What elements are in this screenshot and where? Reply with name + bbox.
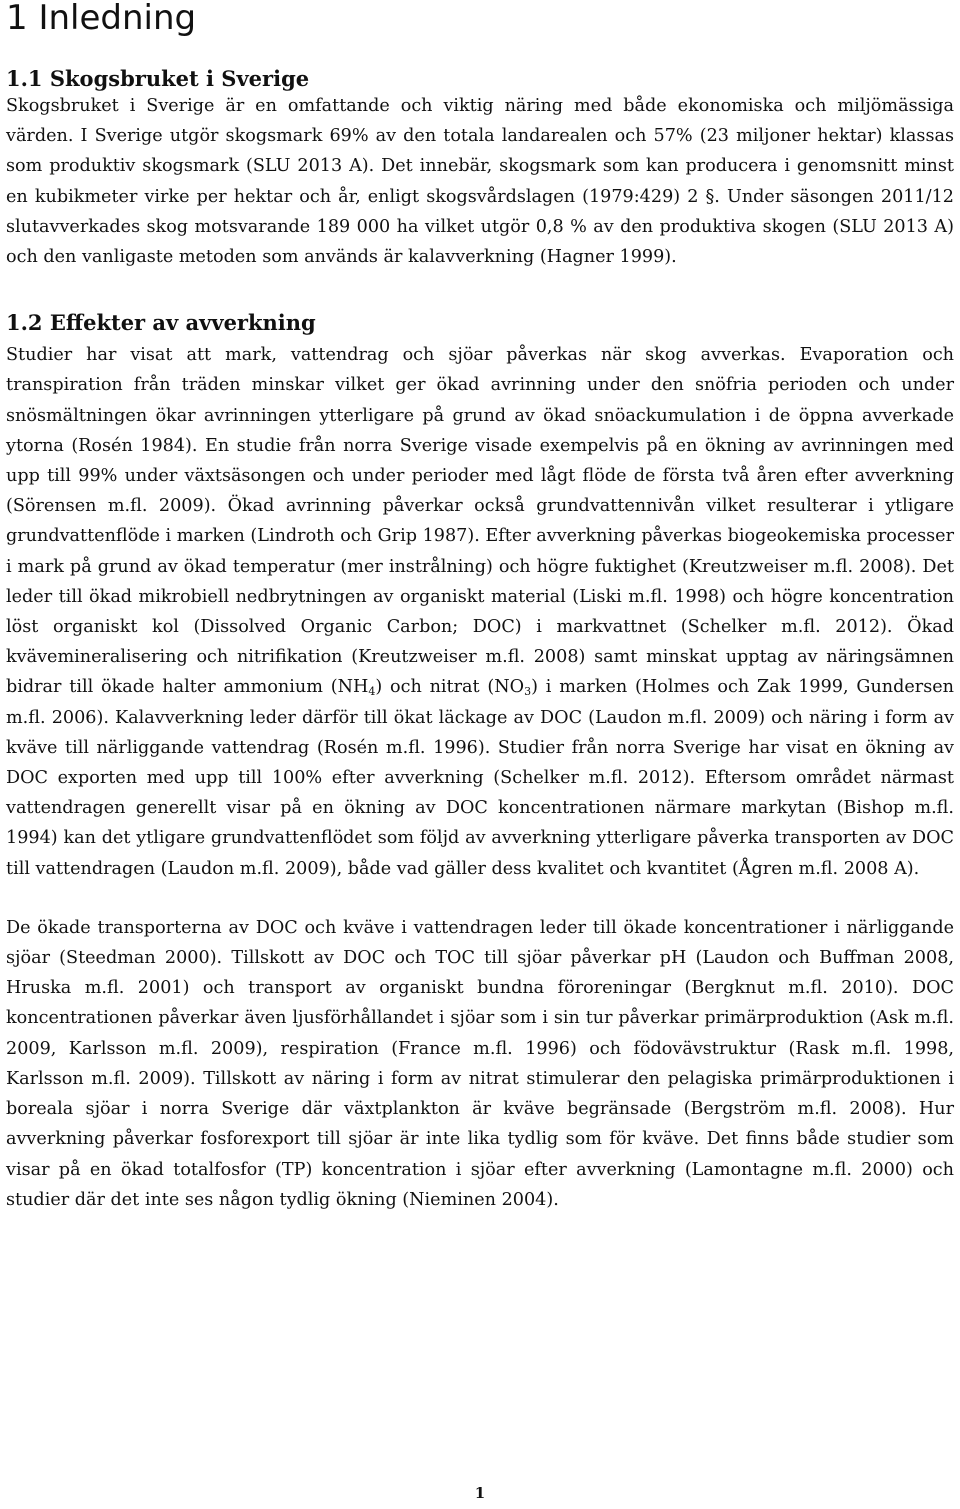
paragraph-effekter-part-b: ) och nitrat (NO bbox=[375, 677, 525, 698]
document-page bbox=[6, 0, 954, 1215]
section-heading-1-2: 1.2 Effekter av avverkning bbox=[6, 310, 316, 336]
paragraph-effekter bbox=[6, 340, 954, 884]
section-heading-1-1: 1.1 Skogsbruket i Sverige bbox=[6, 66, 310, 91]
chapter-title: 1 Inledning bbox=[6, 0, 197, 38]
subscript-no3: 3 bbox=[524, 685, 532, 699]
paragraph-sjoar: De ökade transporterna av DOC och kväve i vattendragen leder till ökade koncentrationer i närliggande sjöar (Steedman 2000). Tillskott av DOC och TOC till sjöar påverkar pH (Laudon och Buffman 2008, Hruska m.fl. 2001) och transport av organiskt bundna föroreningar (Bergknut m.fl. 2010). DOC koncentrationen påverkar även ljusförhållandet i sjöar som i sin tur påverkar primärproduktion (Ask m.fl. 2009, Karlsson m.fl. 2009), respiration (France m.fl. 1996) och födovävstruktur (Rask m.fl. 1998, Karlsson m.fl. 2009). Tillskott av näring i form av nitrat stimulerar den pelagiska primärproduktionen i boreala sjöar i norra Sverige där växtplankton är kväve begränsade (Bergström m.fl. 2008). Hur avverkning påverkar fosforexport till sjöar är inte lika tydlig som för kväve. Det finns både studier som visar på en ökad totalfosfor (TP) koncentration i sjöar efter avverkning (Lamontagne m.fl. 2000) och studier där det inte ses någon tydlig ökning (Nieminen 2004). bbox=[6, 917, 954, 1210]
page-number: 1 bbox=[474, 1484, 486, 1502]
paragraph-skogsbruket: Skogsbruket i Sverige är en omfattande och viktig näring med både ekonomiska och miljömässiga värden. I Sverige utgör skogsmark 69% av den totala landarealen och 57% (23 miljoner hektar) klassas som produktiv skogsmark (SLU 2013 A). Det innebär, skogsmark som kan producera i genomsnitt minst en kubikmeter virke per hektar och år, enligt skogsvårdslagen (1979:429) 2 §. Under säsongen 2011/12 slutavverkades skog motsvarande 189 000 ha vilket utgör 0,8 % av den produktiva skogen (SLU 2013 A) och den vanligaste metoden som används är kalavverkning (Hagner 1999). bbox=[6, 96, 954, 268]
subscript-nh4: 4 bbox=[368, 685, 376, 699]
paragraph-effekter-part-c: ) i marken (Holmes och Zak 1999, Gundersen m.fl. 2006). Kalavverkning leder därför till ökat läckage av DOC (Laudon m.fl. 2009) och näring i form av kväve till närliggande vattendrag (Rosén m.fl. 1996). Studier från norra Sverige har visat en ökning av DOC exporten med upp till 100% efter avverkning (Schelker m.fl. 2012). Eftersom området närmast vattendragen generellt visar på en ökning av DOC koncentrationen närmare markytan (Bishop m.fl. 1994) kan det ytligare grundvattenflödet som följd av avverkning ytterligare påverka transporten av DOC till vattendragen (Laudon m.fl. 2009), både vad gäller dess kvalitet och kvantitet (Ågren m.fl. 2008 A). bbox=[6, 677, 954, 879]
paragraph-effekter-part-a: Studier har visat att mark, vattendrag och sjöar påverkas när skog avverkas. Evaporation och transpiration från träden minskar vilket ger ökad avrinning under den snöfria perioden och under snösmältningen ökar avrinningen ytterligare på grund av ökad snöackumulation i de öppna avverkade ytorna (Rosén 1984). En studie från norra Sverige visade exempelvis på en ökning av avrinningen med upp till 99% under växtsäsongen och under perioder med lågt flöde de första två åren efter avverkning (Sörensen m.fl. 2009). Ökad avrinning påverkar också grundvattennivån vilket resulterar i ytligare grundvattenflöde i marken (Lindroth och Grip 1987). Efter avverkning påverkas biogeokemiska processer i mark på grund av ökad temperatur (mer instrålning) och högre fuktighet (Kreutzweiser m.fl. 2008). Det leder till ökad mikrobiell nedbrytningen av organiskt material (Liski m.fl. 1998) och högre koncentration löst organiskt kol (Dissolved Organic Carbon; DOC) i markvattnet (Schelker m.fl. 2012). Ökad kvävemineralisering och nitrifikation (Kreutzweiser m.fl. 2008) samt minskat upptag av näringsämnen bidrar till ökade halter ammonium (NH bbox=[6, 345, 954, 698]
